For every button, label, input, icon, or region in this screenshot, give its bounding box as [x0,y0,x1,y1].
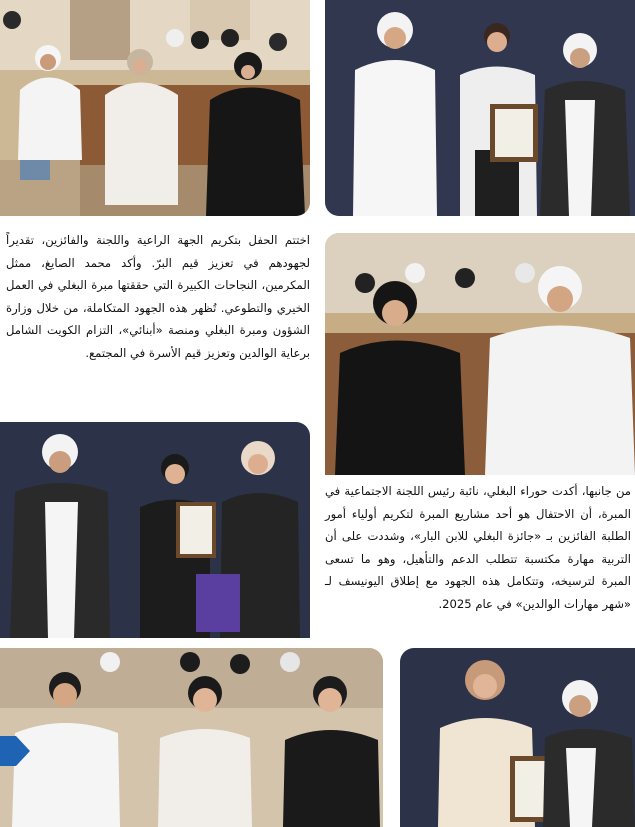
photo-audience-hall [0,0,310,216]
photo-students [0,648,383,827]
paragraph-2-text: من جانبها، أكدت حوراء البغلي، نائبة رئيس اللجنة الاجتماعية في المبرة، أن الاحتفال هو أحد مشاريع المبرة لتكريم أولياء أمور الطلبة الفائزين بـ «جائزة البغلي للابن البار»، وشددت على أن التربية مهارة مكتسبة تتطلب الدعم والتأهيل، وهو ما تسعى المبرة لترسيخه، وتتكامل هذه الجهود مع إطلاق اليونيسف لـ «شهر مهارات الوالدين» في عام 2025. [325,484,631,611]
photo-award-pair [400,648,635,827]
photo-seated-guests [325,233,635,475]
photo-certificate-presentation [325,0,635,216]
article-paragraph-2 [325,480,631,616]
photo-certificate-group [0,422,310,638]
article-paragraph-1 [6,229,310,365]
paragraph-1-text: اختتم الحفل بتكريم الجهة الراعية واللجنة والفائزين، تقديراً لجهودهم في تعزيز قيم البرّ. وأكد محمد الصايغ، ممثل المكرمين، النجاحات الكبيرة التي حققتها مبرة البغلي في العمل الخيري والتطوعي. تُظهر هذه الجهود المتكاملة، من خلال وزارة الشؤون ومبرة البغلي ومنصة «أبنائي»، التزام الكويت الشامل برعاية الوالدين وتعزيز قيم الأسرة في المجتمع. [6,233,310,360]
page-corner-tab-icon [0,736,30,766]
